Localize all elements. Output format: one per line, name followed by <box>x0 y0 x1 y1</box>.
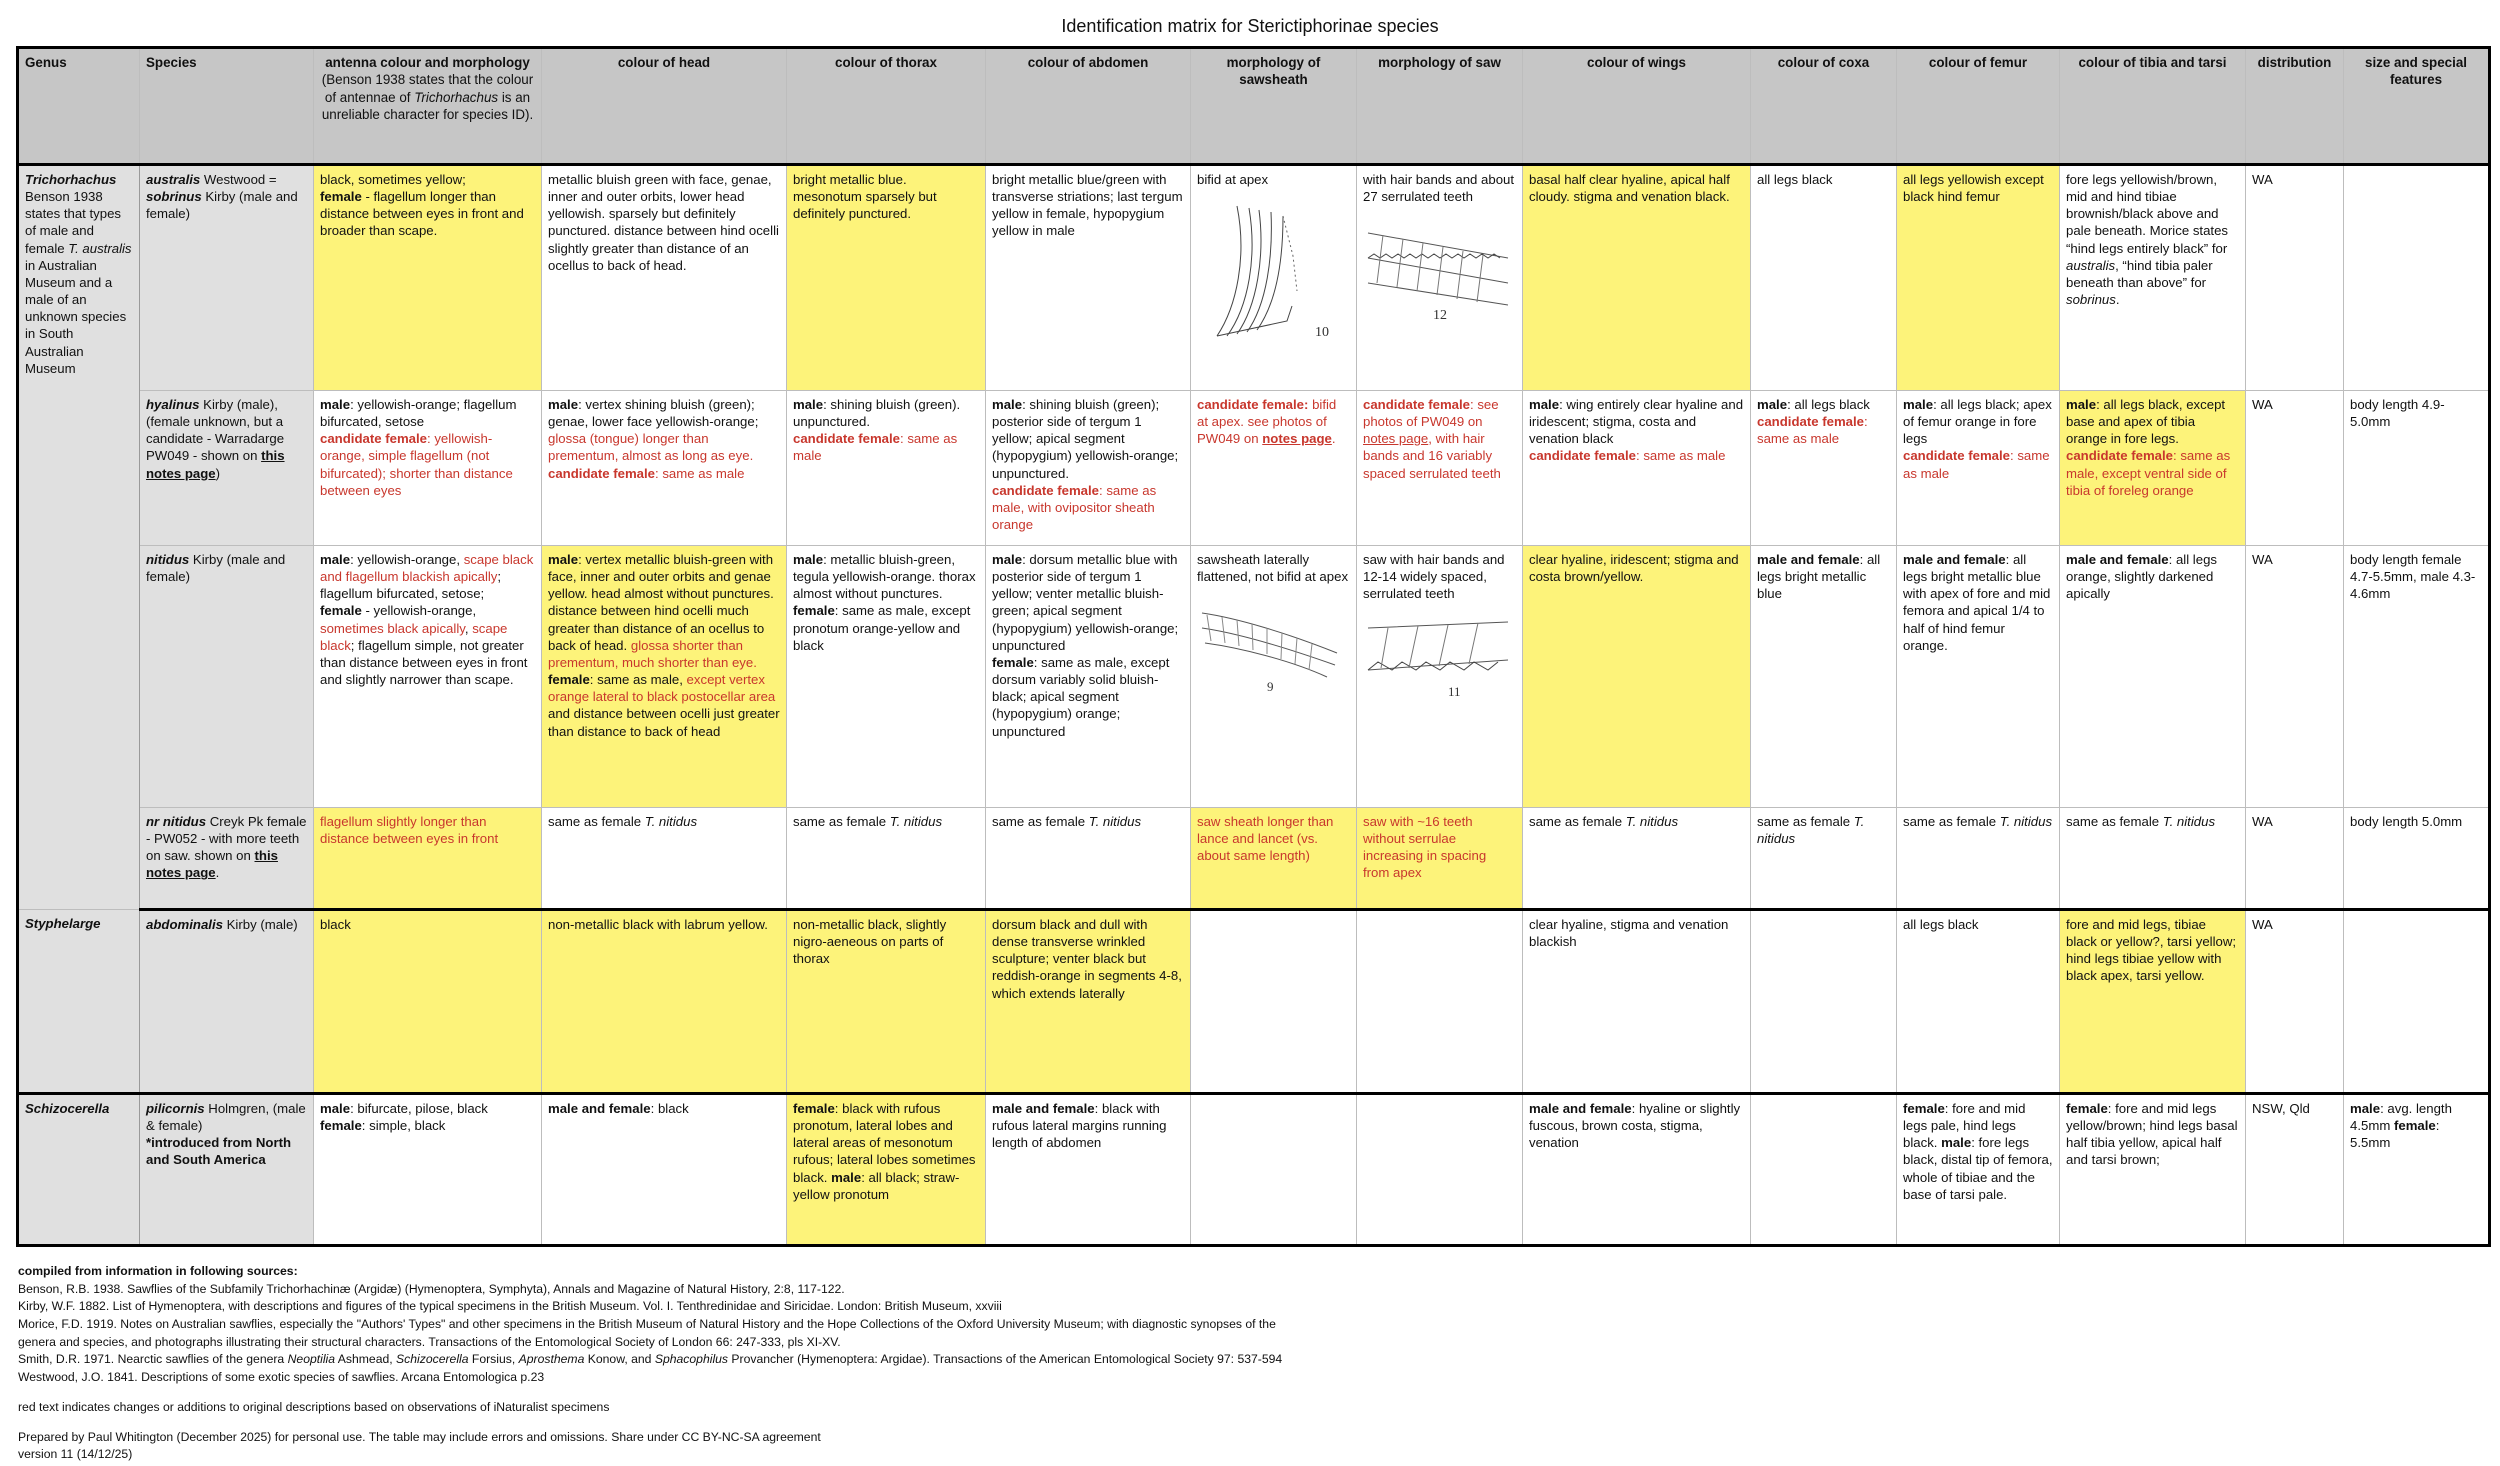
notes-page-link[interactable]: notes page <box>1262 431 1332 447</box>
sources-heading: compiled from information in following sources: <box>18 1264 298 1278</box>
red-text-note: red text indicates changes or additions to original descriptions based on observations of iNaturalist specimens <box>18 1399 610 1414</box>
abdominalis-head: non-metallic black with labrum yellow. <box>542 910 787 1094</box>
hyalinus-tibia: male: all legs black, except base and apex of tibia orange in fore legs. candidate female: same as male, except ventral side of tibia of foreleg orange <box>2060 391 2246 546</box>
footer <box>18 1263 1282 1464</box>
australis-size <box>2344 165 2490 391</box>
header-thorax: colour of thorax <box>787 48 986 165</box>
genus-styphelarge: Styphelarge <box>18 910 140 1094</box>
nr-nitidus-saw: saw with ~16 teeth without serrulae increasing in spacing from apex <box>1357 808 1523 910</box>
header-coxa: colour of coxa <box>1751 48 1897 165</box>
nr-nitidus-coxa: same as female T. nitidus <box>1751 808 1897 910</box>
saw-figure-label: 11 <box>1448 684 1461 700</box>
pilicornis-tibia: female: fore and mid legs yellow/brown; hind legs basal half tibia yellow, apical half and tarsi brown; <box>2060 1094 2246 1246</box>
species-hyalinus: hyalinus Kirby (male), (female unknown, but a candidate - Warradarge PW049 - shown on this notes page) <box>140 391 314 546</box>
nr-nitidus-abdomen: same as female T. nitidus <box>986 808 1191 910</box>
species-nr-nitidus: nr nitidus Creyk Pk female - PW052 - with more teeth on saw. shown on this notes page. <box>140 808 314 910</box>
header-head: colour of head <box>542 48 787 165</box>
australis-femur: all legs yellowish except black hind femur <box>1897 165 2060 391</box>
table-row <box>18 910 2490 1094</box>
sheath-figure-label: 9 <box>1267 679 1274 694</box>
pilicornis-saw <box>1357 1094 1523 1246</box>
australis-wings: basal half clear hyaline, apical half cloudy. stigma and venation black. <box>1523 165 1751 391</box>
notes-page-link[interactable]: this notes page <box>146 448 285 481</box>
hyalinus-antenna: male: yellowish-orange; flagellum bifurcated, setose candidate female: yellowish-orange, simple flagellum (not bifurcated); shorter than distance between eyes <box>314 391 542 546</box>
version: version 11 (14/12/25) <box>18 1447 133 1462</box>
abdominalis-tibia: fore and mid legs, tibiae black or yellow?, tarsi yellow; hind legs tibiae yellow with black apex, tarsi yellow. <box>2060 910 2246 1094</box>
header-wings: colour of wings <box>1523 48 1751 165</box>
nitidus-thorax: male: metallic bluish-green, tegula yellowish-orange. thorax almost without punctures. female: same as male, except pronotum orange-yellow and black <box>787 546 986 808</box>
prepared-by: Prepared by Paul Whitington (December 2025) for personal use. The table may include errors and omissions. Share under CC BY-NC-SA agreement <box>18 1429 821 1444</box>
nr-nitidus-thorax: same as female T. nitidus <box>787 808 986 910</box>
australis-abdomen: bright metallic blue/green with transverse striations; last tergum yellow in female, hypopygium yellow in male <box>986 165 1191 391</box>
hyalinus-saw: candidate female: see photos of PW049 on notes page, with hair bands and 16 variably spaced serrulated teeth <box>1357 391 1523 546</box>
hyalinus-distribution: WA <box>2246 391 2344 546</box>
source-smith: Smith, D.R. 1971. Nearctic sawflies of the genera Neoptilia Ashmead, Schizocerella Forsius, Aprosthema Konow, and Sphacophilus Provancher (Hymenoptera: Argidae). Transactions of the American Entomological Society 97: 537-594 <box>18 1352 1283 1367</box>
abdominalis-coxa <box>1751 910 1897 1094</box>
sawsheath-sketch <box>1197 593 1347 693</box>
species-pilicornis: pilicornis Holmgren, (male & female) *introduced from North and South America <box>140 1094 314 1246</box>
source-benson: Benson, R.B. 1938. Sawflies of the Subfamily Trichorhachinæ (Argidæ) (Hymenoptera, Symphyta), Annals and Magazine of Natural History, 2:8, 117-122. <box>18 1281 845 1296</box>
nr-nitidus-tibia: same as female T. nitidus <box>2060 808 2246 910</box>
page-title: Identification matrix for Sterictiphorinae species <box>1061 16 1439 36</box>
nitidus-antenna: male: yellowish-orange, scape black and flagellum blackish apically; flagellum bifurcated, setose; female - yellowish-orange, sometimes black apically, scape black; flagellum simple, not greater than distance between eyes in front and slightly narrower than scape. <box>314 546 542 808</box>
hyalinus-coxa: male: all legs black candidate female: same as male <box>1751 391 1897 546</box>
australis-thorax: bright metallic blue. mesonotum sparsely but definitely punctured. <box>787 165 986 391</box>
saw-sketch <box>1363 213 1513 323</box>
nitidus-saw: saw with hair bands and 12-14 widely spaced, serrulated teeth 11 <box>1357 546 1523 808</box>
source-morice: Morice, F.D. 1919. Notes on Australian sawflies, especially the "Authors' Types" and other specimens in the British Museum of Natural History and the Hope Collections of the Oxford University Museum; with diagnostic synopses of the <box>18 1317 1276 1332</box>
nitidus-femur: male and female: all legs bright metallic blue with apex of fore and mid femora and apical 1/4 to half of hind femur orange. <box>1897 546 2060 808</box>
pilicornis-head: male and female: black <box>542 1094 787 1246</box>
table-row <box>18 1094 2490 1246</box>
nitidus-tibia: male and female: all legs orange, slightly darkened apically <box>2060 546 2246 808</box>
nr-nitidus-distribution: WA <box>2246 808 2344 910</box>
source-morice-cont: genera and species, and photographs illustrating their structural characters. Transactions of the Entomological Society of London 66: 247-333, pls XI-XV. <box>18 1334 841 1349</box>
header-row <box>18 48 2490 165</box>
sheath-figure-label: 10 <box>1315 325 1329 341</box>
hyalinus-head: male: vertex shining bluish (green); genae, lower face yellowish-orange; glossa (tongue) longer than prementum, almost as long as eye. candidate female: same as male <box>542 391 787 546</box>
source-kirby: Kirby, W.F. 1882. List of Hymenoptera, with descriptions and figures of the typical specimens in the British Museum. Vol. I. Tenthredinidae and Siricidae. London: British Museum, xxviii <box>18 1299 1002 1314</box>
nitidus-sawsheath: sawsheath laterally flattened, not bifid at apex 9 <box>1191 546 1357 808</box>
nitidus-wings: clear hyaline, iridescent; stigma and costa brown/yellow. <box>1523 546 1751 808</box>
genus-schizocerella: Schizocerella <box>18 1094 140 1246</box>
header-distribution: distribution <box>2246 48 2344 165</box>
saw-sketch <box>1363 610 1513 710</box>
header-tibia: colour of tibia and tarsi <box>2060 48 2246 165</box>
abdominalis-antenna: black <box>314 910 542 1094</box>
nr-nitidus-antenna: flagellum slightly longer than distance between eyes in front <box>314 808 542 910</box>
source-westwood: Westwood, J.O. 1841. Descriptions of some exotic species of sawflies. Arcana Entomologica p.23 <box>18 1370 545 1385</box>
nitidus-head: male: vertex metallic bluish-green with face, inner and outer orbits and genae yellow. head almost without punctures. distance between hind ocelli much greater than distance of an ocellus to back of head. glossa shorter than prementum, much shorter than eye. female: same as male, except vertex orange lateral to black postocellar area and distance between ocelli just greater than distance to back of head <box>542 546 787 808</box>
australis-antenna: black, sometimes yellow; female - flagellum longer than distance between eyes in front and broader than scape. <box>314 165 542 391</box>
saw-figure-label: 12 <box>1433 308 1447 324</box>
notes-page-link[interactable]: notes page <box>1363 431 1429 447</box>
header-femur: colour of femur <box>1897 48 2060 165</box>
abdominalis-size <box>2344 910 2490 1094</box>
australis-tibia: fore legs yellowish/brown, mid and hind tibiae brownish/black above and pale beneath. Morice states “hind legs entirely black” for australis, “hind tibia paler beneath than above” for sobrinus. <box>2060 165 2246 391</box>
hyalinus-size: body length 4.9-5.0mm <box>2344 391 2490 546</box>
pilicornis-femur: female: fore and mid legs pale, hind legs black. male: fore legs black, distal tip of femora, whole of tibiae and the base of tarsi pale. <box>1897 1094 2060 1246</box>
australis-coxa: all legs black <box>1751 165 1897 391</box>
nr-nitidus-wings: same as female T. nitidus <box>1523 808 1751 910</box>
abdominalis-femur: all legs black <box>1897 910 2060 1094</box>
nr-nitidus-femur: same as female T. nitidus <box>1897 808 2060 910</box>
abdominalis-abdomen: dorsum black and dull with dense transverse wrinkled sculpture; venter black but reddish-orange in segments 4-8, which extends laterally <box>986 910 1191 1094</box>
table-row <box>18 546 2490 808</box>
nitidus-distribution: WA <box>2246 546 2344 808</box>
abdominalis-sawsheath <box>1191 910 1357 1094</box>
header-species: Species <box>140 48 314 165</box>
header-abdomen: colour of abdomen <box>986 48 1191 165</box>
pilicornis-wings: male and female: hyaline or slightly fuscous, brown costa, stigma, venation <box>1523 1094 1751 1246</box>
abdominalis-thorax: non-metallic black, slightly nigro-aeneous on parts of thorax <box>787 910 986 1094</box>
pilicornis-sawsheath <box>1191 1094 1357 1246</box>
species-australis: australis Westwood = sobrinus Kirby (male and female) <box>140 165 314 391</box>
species-nitidus: nitidus Kirby (male and female) <box>140 546 314 808</box>
abdominalis-wings: clear hyaline, stigma and venation blackish <box>1523 910 1751 1094</box>
pilicornis-size: male: avg. length 4.5mm female: 5.5mm <box>2344 1094 2490 1246</box>
table-row <box>18 391 2490 546</box>
pilicornis-thorax: female: black with rufous pronotum, lateral lobes and lateral areas of mesonotum rufous; lateral lobes sometimes black. male: all black; straw-yellow pronotum <box>787 1094 986 1246</box>
abdominalis-distribution: WA <box>2246 910 2344 1094</box>
header-saw: morphology of saw <box>1357 48 1523 165</box>
nitidus-coxa: male and female: all legs bright metallic blue <box>1751 546 1897 808</box>
australis-head: metallic bluish green with face, genae, inner and outer orbits, lower head yellowish. sparsely but definitely punctured. distance between hind ocelli slightly greater than distance of an ocellus to back of head. <box>542 165 787 391</box>
abdominalis-saw <box>1357 910 1523 1094</box>
sawsheath-sketch <box>1197 196 1347 346</box>
pilicornis-abdomen: male and female: black with rufous lateral margins running length of abdomen <box>986 1094 1191 1246</box>
australis-sawsheath: bifid at apex 10 <box>1191 165 1357 391</box>
nitidus-size: body length female 4.7-5.5mm, male 4.3-4.6mm <box>2344 546 2490 808</box>
pilicornis-coxa <box>1751 1094 1897 1246</box>
hyalinus-sawsheath: candidate female: bifid at apex. see photos of PW049 on notes page. <box>1191 391 1357 546</box>
pilicornis-distribution: NSW, Qld <box>2246 1094 2344 1246</box>
genus-trichorhachus: Trichorhachus Benson 1938 states that types of male and female T. australis in Australian Museum and a male of an unknown species in South Australian Museum <box>18 165 140 910</box>
identification-matrix <box>16 46 2491 1247</box>
table-row <box>18 165 2490 391</box>
header-antenna: antenna colour and morphology (Benson 1938 states that the colour of antennae of Trichorhachus is an unreliable character for species ID). <box>314 48 542 165</box>
notes-page-link[interactable]: this notes page <box>146 848 278 881</box>
header-size: size and special features <box>2344 48 2490 165</box>
header-sawsheath: morphology of sawsheath <box>1191 48 1357 165</box>
hyalinus-abdomen: male: shining bluish (green); posterior side of tergum 1 yellow; apical segment (hypopygium) yellowish-orange; unpunctured. candidate female: same as male, with ovipositor sheath orange <box>986 391 1191 546</box>
nitidus-abdomen: male: dorsum metallic blue with posterior side of tergum 1 yellow; venter metallic bluish-green; apical segment (hypopygium) yellowish-orange; unpunctured female: same as male, except dorsum variably solid bluish-black; apical segment (hypopygium) orange; unpunctured <box>986 546 1191 808</box>
nr-nitidus-head: same as female T. nitidus <box>542 808 787 910</box>
hyalinus-femur: male: all legs black; apex of femur orange in fore legs candidate female: same as male <box>1897 391 2060 546</box>
species-abdominalis: abdominalis Kirby (male) <box>140 910 314 1094</box>
australis-distribution: WA <box>2246 165 2344 391</box>
table-row <box>18 808 2490 910</box>
hyalinus-thorax: male: shining bluish (green). unpunctured. candidate female: same as male <box>787 391 986 546</box>
nr-nitidus-size: body length 5.0mm <box>2344 808 2490 910</box>
pilicornis-antenna: male: bifurcate, pilose, black female: simple, black <box>314 1094 542 1246</box>
hyalinus-wings: male: wing entirely clear hyaline and iridescent; stigma, costa and venation black candidate female: same as male <box>1523 391 1751 546</box>
header-genus: Genus <box>18 48 140 165</box>
nr-nitidus-sawsheath: saw sheath longer than lance and lancet (vs. about same length) <box>1191 808 1357 910</box>
australis-saw: with hair bands and about 27 serrulated teeth 12 <box>1357 165 1523 391</box>
